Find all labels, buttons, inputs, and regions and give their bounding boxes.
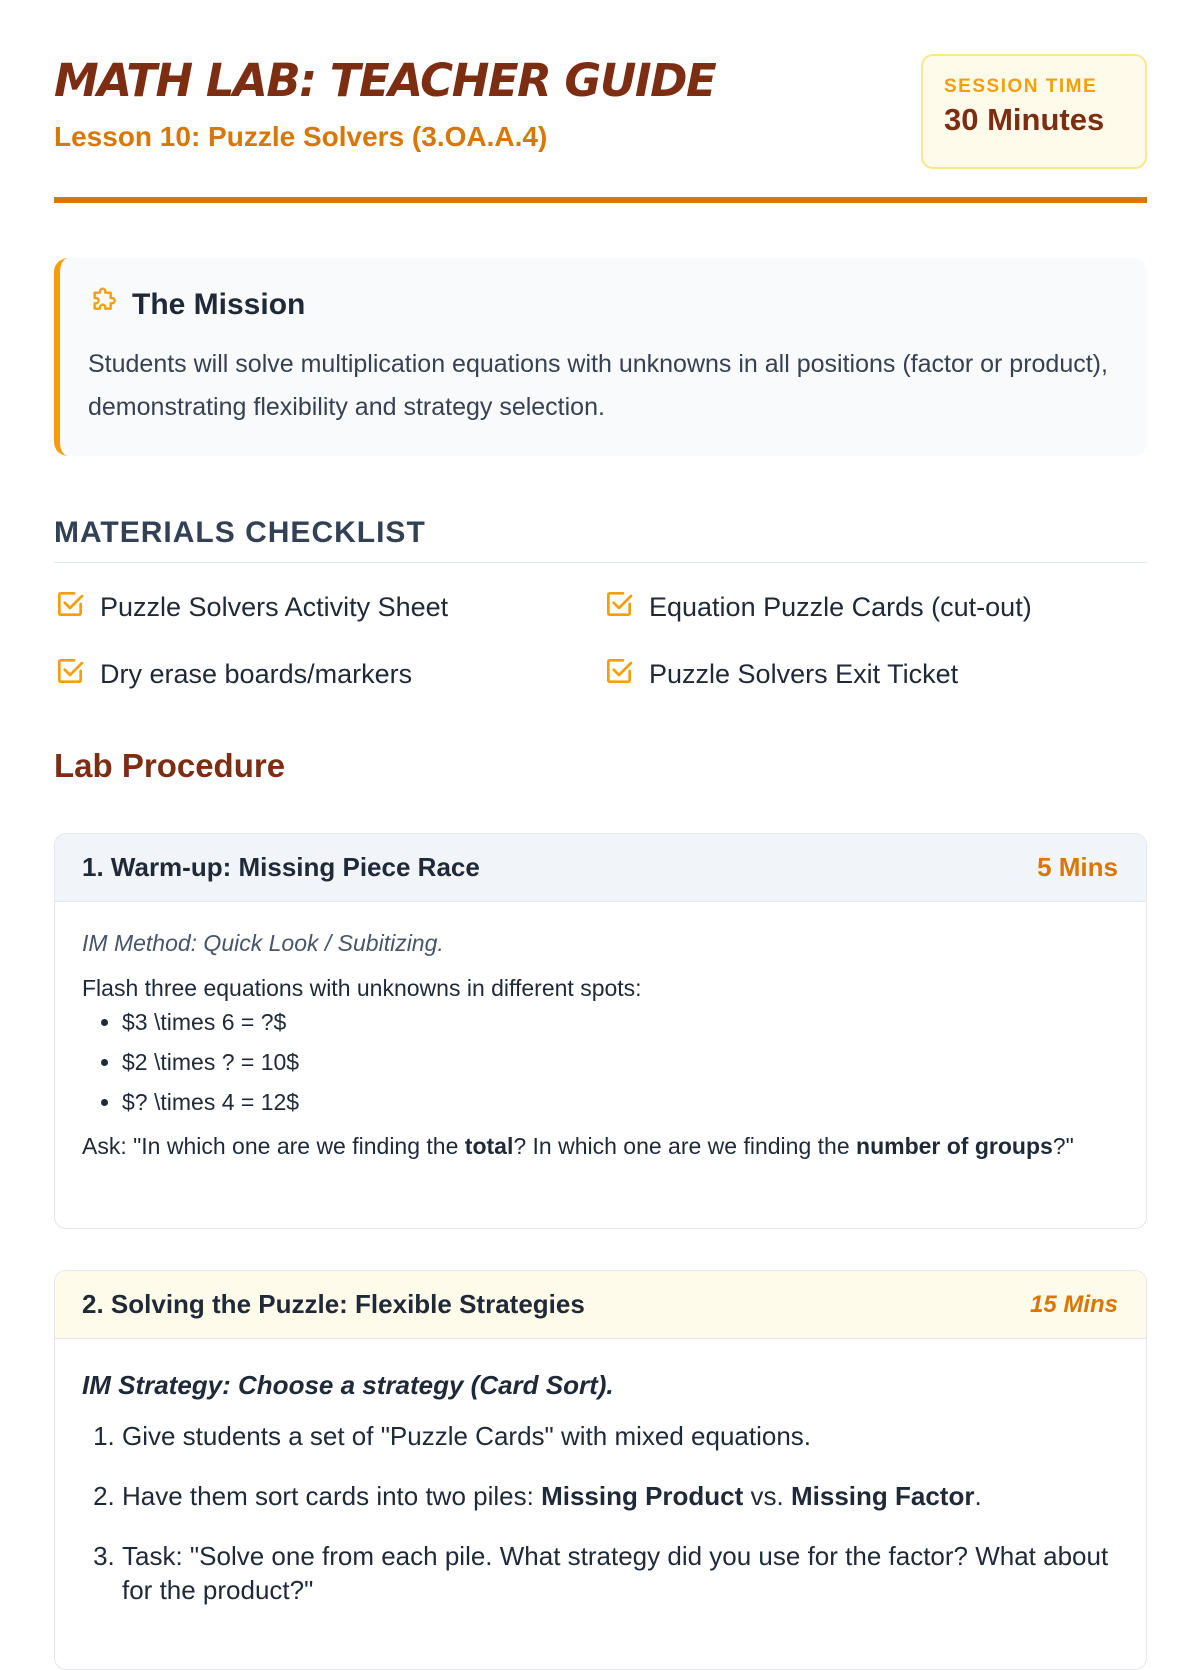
step-duration: 15 Mins: [1029, 1290, 1118, 1318]
checklist-item-label: Puzzle Solvers Activity Sheet: [100, 592, 449, 622]
checklist-item-label: Equation Puzzle Cards (cut-out): [649, 592, 1032, 622]
task-item: 3. Task: "Solve one from each pile. What strategy did you use for the factor? What about for the product?": [122, 1539, 1118, 1607]
step-body: [55, 930, 1146, 1163]
checklist-item: [54, 655, 412, 694]
ask-emphasis: total: [464, 1133, 514, 1159]
checkbox-checked-icon: [603, 588, 635, 627]
ask-emphasis: number of groups: [856, 1133, 1053, 1159]
mission-title: The Mission: [132, 287, 306, 321]
ask-text: Ask: "In which one are we finding the: [82, 1133, 465, 1159]
task-emphasis: Missing Factor: [790, 1481, 975, 1511]
procedure-step-1: [54, 833, 1147, 1229]
session-time-value: 30 Minutes: [944, 102, 1105, 137]
checklist-item: [54, 588, 448, 627]
task-list: [82, 1419, 1118, 1607]
session-time-label: SESSION TIME: [944, 76, 1098, 97]
step-method: IM Method: Quick Look / Subitizing.: [82, 930, 444, 956]
mission-card: [54, 258, 1147, 456]
checklist-item-label: Dry erase boards/markers: [100, 659, 413, 689]
checkbox-checked-icon: [603, 655, 635, 694]
equation-list: [82, 1002, 1118, 1122]
equation-item: • $2 \times ? = 10$: [122, 1042, 1118, 1082]
session-time-badge: [921, 54, 1147, 169]
ask-text: ?": [1052, 1133, 1074, 1159]
task-item: [122, 1479, 1118, 1513]
checklist-item-label: Puzzle Solvers Exit Ticket: [649, 659, 959, 689]
step-title: 2. Solving the Puzzle: Flexible Strategies: [82, 1289, 585, 1319]
equation-item: • $3 \times 6 = ?$: [122, 1002, 1118, 1042]
checklist-item: [603, 588, 1032, 627]
step-header: [55, 1271, 1146, 1339]
page-header: [54, 0, 1147, 204]
header-divider: [54, 197, 1147, 203]
step-duration: 5 Mins: [1037, 852, 1118, 882]
page-title: MATH LAB: TEACHER GUIDE: [54, 54, 716, 107]
lesson-subtitle: Lesson 10: Puzzle Solvers (3.OA.A.4): [54, 121, 548, 152]
step-header: [55, 834, 1146, 902]
equation-item: • $? \times 4 = 12$: [122, 1082, 1118, 1122]
checklist-item: [603, 655, 958, 694]
step-method: IM Strategy: Choose a strategy (Card Sort).: [82, 1370, 614, 1400]
materials-heading: MATERIALS CHECKLIST: [54, 516, 426, 549]
ask-text: ? In which one are we finding the: [513, 1133, 857, 1159]
step-body: [55, 1370, 1146, 1607]
teacher-guide-page: [54, 0, 1147, 1605]
procedure-step-2: [54, 1270, 1147, 1670]
checkbox-checked-icon: [54, 588, 86, 627]
task-text: vs.: [743, 1481, 791, 1511]
puzzle-icon: [88, 286, 120, 323]
step-ask: [82, 1129, 1118, 1163]
checkbox-checked-icon: [54, 655, 86, 694]
procedure-heading: Lab Procedure: [54, 747, 286, 784]
materials-divider: [54, 562, 1147, 563]
step-intro: Flash three equations with unknowns in different spots:: [82, 975, 642, 1001]
task-text: Have them sort cards into two piles:: [122, 1481, 542, 1511]
mission-text: Students will solve multiplication equations with unknowns in all positions (factor or product), demonstrating flexibility and strategy selection.: [88, 350, 1108, 421]
step-title: 1. Warm-up: Missing Piece Race: [82, 852, 480, 882]
task-text: .: [974, 1481, 982, 1511]
task-item: 1. Give students a set of "Puzzle Cards" with mixed equations.: [122, 1419, 1118, 1453]
task-emphasis: Missing Product: [541, 1481, 744, 1511]
